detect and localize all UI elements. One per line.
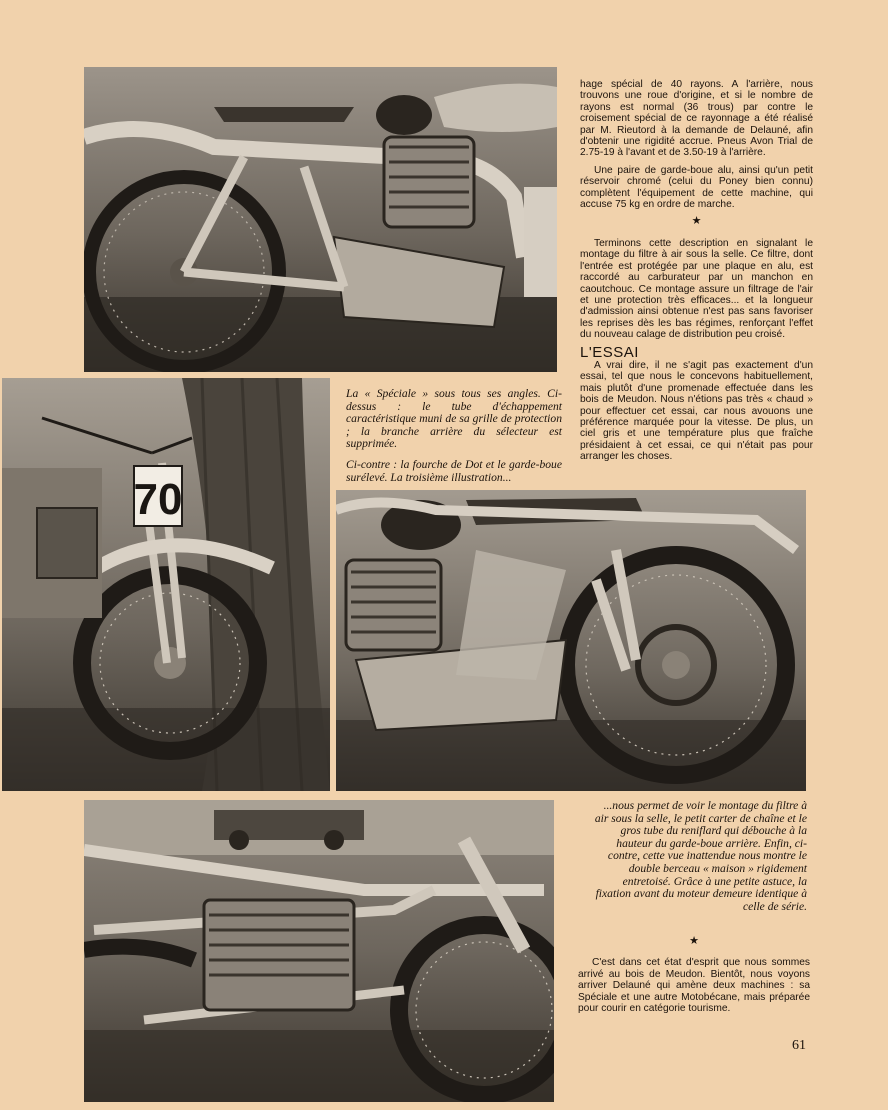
caption-top-paragraph-1: La « Spéciale » sous tous ses angles. Ci-dessus : le tube d'échappement caractéristique muni de sa grille de protection ; la branche arrière du sélecteur est supprimée. [346, 387, 562, 451]
article-column-bottom [578, 932, 810, 1020]
separator-star-icon-2: ★ [689, 935, 699, 947]
article-paragraph-4: A vrai dire, il ne s'agit pas exactement d'un essai, tel que nous le concevons habituellement, mais plutôt d'une promenade effectuée dans les bois de Meudon. Nous n'étions pas très « chaud » pour effectuer cet essai, car nous avouons une préférence marquée pour la vitesse. De plus, un ciel gris et une température plus que fraîche présidaient à cet essai, ce qui n'était pas pour arranger les choses. [580, 359, 813, 463]
photo-front-fork-image [2, 378, 330, 791]
photo-motorcycle-exhaust-image [84, 67, 557, 372]
photo-double-cradle-frame [84, 800, 554, 1102]
article-paragraph-1: hage spécial de 40 rayons. A l'arrière, nous trouvons une roue d'origine, et si le nombre de rayons est normal (36 trous) par contre le croisement spécial de ce rayonnage a été réalisé par M. Rieutord à la demande de Delauné, afin d'obtenir une rigidité accrue. Pneus Avon Trial de 2.75-19 à l'avant et de 3.50-19 à l'arrière. [580, 79, 813, 159]
photo-air-filter-rear-wheel-image [336, 490, 806, 791]
article-paragraph-3: Terminons cette description en signalant le montage du filtre à air sous la selle. Ce filtre, dont l'entrée est protégée par une plaque en alu, est raccordé au carburateur par un manchon en caoutchouc. Ce montage assure un filtrage de l'air et une protection très efficaces... et la longueur d'admission ainsi obtenue n'est pas sans favoriser les reprises dès les bas régimes, renforçant l'effet du nouveau calage de distribution peu croisé. [580, 237, 813, 341]
number-plate-text: 70 [133, 475, 183, 524]
page-number: 61 [792, 1038, 806, 1053]
article-column-top [580, 79, 813, 469]
photo-air-filter-rear-wheel [336, 490, 806, 791]
article-paragraph-5: C'est dans cet état d'esprit que nous sommes arrivé au bois de Meudon. Bientôt, nous voyons arriver Delauné qui amène deux machines : sa Spéciale et une autre Motobécane, mais préparée pour courir en catégorie tourisme. [578, 957, 810, 1015]
article-paragraph-2: Une paire de garde-boue alu, ainsi qu'un petit réservoir chromé (celui du Poney bien connu) complètent l'équipement de cette machine, qui accuse 75 kg en ordre de marche. [580, 164, 813, 211]
photo-motorcycle-exhaust [84, 67, 557, 372]
photo-caption-top [346, 388, 562, 492]
photo-caption-bottom [591, 800, 807, 921]
photo-double-cradle-frame-image [84, 800, 554, 1102]
caption-bottom-paragraph-1: ...nous permet de voir le montage du filtre à air sous la selle, le petit carter de chaîne et le gros tube du reniflard qui débouche à la hauteur du garde-boue arrière. Enfin, ci-contre, cette vue inattendue nous montre le double berceau « maison » rigidement entretoisé. Grâce à une petite astuce, la fixation avant du moteur demeure identique à celle de série. [594, 799, 807, 913]
caption-top-paragraph-2: Ci-contre : la fourche de Dot et le garde-boue surélevé. La troisième illustration... [346, 457, 562, 484]
separator-star-icon: ★ [691, 215, 702, 228]
photo-front-fork [2, 378, 330, 791]
section-title-essai: L'ESSAI [580, 343, 639, 361]
